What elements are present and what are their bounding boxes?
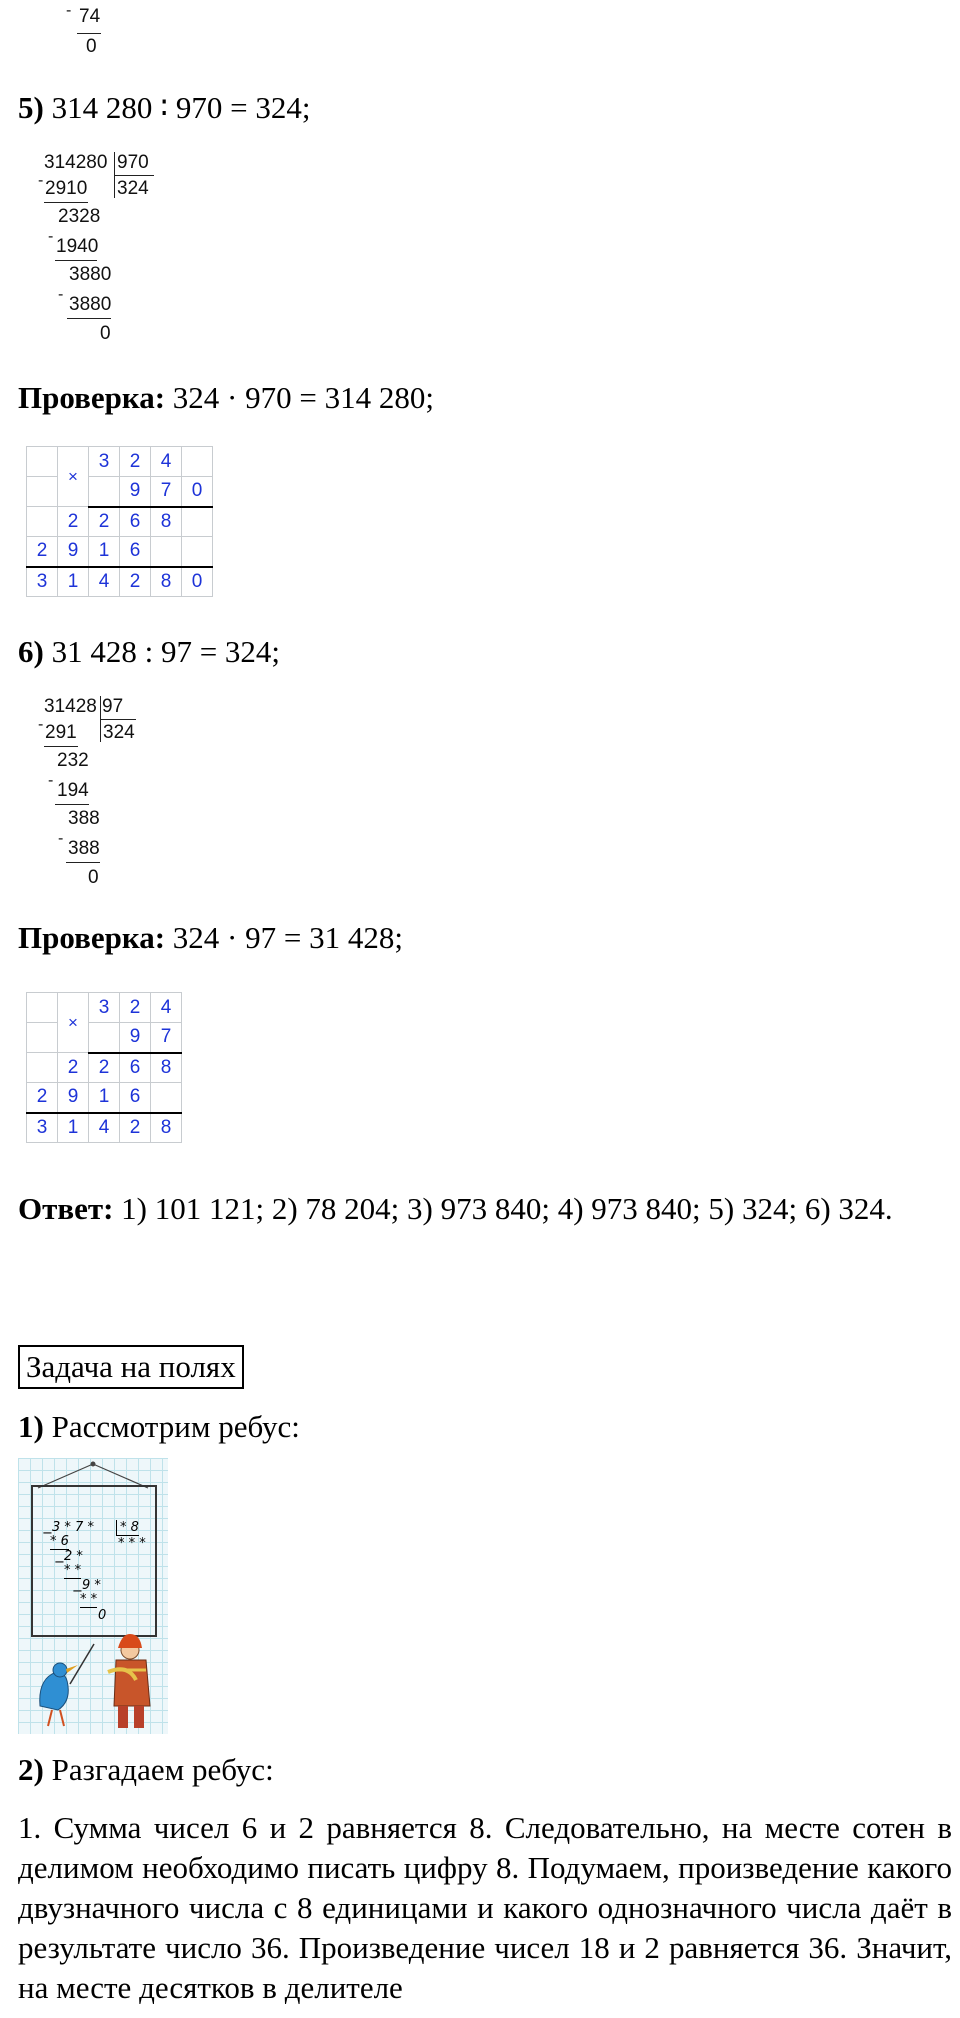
grid-cell: 0 bbox=[182, 567, 213, 597]
grid-cell: 6 bbox=[120, 1053, 151, 1083]
grid-cell: 3 bbox=[89, 993, 120, 1023]
rebus-row: * * bbox=[64, 1563, 82, 1578]
grid-cell: 4 bbox=[151, 993, 182, 1023]
grid-row bbox=[27, 993, 182, 1023]
grid-cell: 2 bbox=[120, 567, 151, 597]
check-5 bbox=[18, 380, 434, 416]
rebus-minus-1: − bbox=[42, 1526, 53, 1541]
grid-cell: 4 bbox=[89, 567, 120, 597]
multiplication-grid-5 bbox=[26, 446, 213, 597]
rebus-row: * * bbox=[80, 1592, 98, 1607]
bird-figure bbox=[40, 1644, 94, 1726]
exercise-5-heading bbox=[18, 90, 311, 126]
answer-label: Ответ: bbox=[18, 1191, 114, 1226]
multiply-sign: × bbox=[58, 993, 89, 1053]
step-text: Рассмотрим ребус: bbox=[51, 1409, 300, 1444]
exercise-label: 5) bbox=[18, 90, 44, 125]
division-step: 3880 bbox=[69, 294, 112, 315]
grid-cell: 8 bbox=[151, 567, 182, 597]
grid-cell: 2 bbox=[27, 1083, 58, 1113]
answer-paragraph bbox=[18, 1189, 952, 1229]
grid-cell: 2 bbox=[120, 1113, 151, 1143]
grid-cell bbox=[27, 477, 58, 507]
step-label: 2) bbox=[18, 1752, 44, 1787]
rebus-illustration bbox=[18, 1458, 168, 1734]
grid-row bbox=[27, 567, 213, 597]
grid-cell: 2 bbox=[120, 993, 151, 1023]
step-text: Разгадаем ребус: bbox=[51, 1752, 274, 1787]
grid-row bbox=[27, 447, 213, 477]
grid-row bbox=[27, 1053, 182, 1083]
grid-cell: 6 bbox=[120, 507, 151, 537]
grid-cell: 1 bbox=[89, 1083, 120, 1113]
division-step: 194 bbox=[57, 780, 89, 801]
top-division-fragment bbox=[0, 0, 120, 60]
grid-cell bbox=[27, 1053, 58, 1083]
grid-row bbox=[27, 507, 213, 537]
dividend: 314280 bbox=[44, 152, 108, 173]
rebus-row: 9 * bbox=[82, 1578, 101, 1593]
grid-cell bbox=[182, 447, 213, 477]
grid-cell: 0 bbox=[182, 477, 213, 507]
underline bbox=[77, 33, 101, 34]
division-step: 232 bbox=[57, 750, 89, 771]
rebus-row: 0 bbox=[98, 1608, 107, 1623]
grid-cell: 2 bbox=[58, 507, 89, 537]
multiplication-grid-6 bbox=[26, 992, 182, 1143]
grid-row bbox=[27, 1083, 182, 1113]
rebus-minus-3: − bbox=[72, 1584, 83, 1599]
grid-cell: 6 bbox=[120, 537, 151, 567]
quotient: 324 bbox=[117, 178, 149, 199]
grid-cell bbox=[27, 1023, 58, 1053]
grid-cell bbox=[89, 1023, 120, 1053]
grid-cell bbox=[27, 993, 58, 1023]
division-step: 3880 bbox=[69, 264, 112, 285]
grid-cell bbox=[27, 507, 58, 537]
grid-cell bbox=[27, 447, 58, 477]
division-remainder: 0 bbox=[86, 36, 97, 57]
exercise-expression: 31 428 : 97 = 324; bbox=[51, 634, 281, 669]
grid-cell: 2 bbox=[27, 537, 58, 567]
grid-cell: 9 bbox=[58, 1083, 89, 1113]
step-1 bbox=[18, 1409, 300, 1445]
exercise-6-heading bbox=[18, 634, 280, 670]
grid-cell bbox=[151, 1083, 182, 1113]
grid-cell: 8 bbox=[151, 507, 182, 537]
side-task-title: Задача на полях bbox=[18, 1345, 244, 1389]
divisor: 970 bbox=[117, 152, 149, 173]
division-step: 388 bbox=[68, 838, 100, 859]
divisor-underline bbox=[100, 719, 136, 720]
underline bbox=[44, 202, 88, 203]
minus-sign: - bbox=[66, 2, 72, 19]
check-expression: 324 · 97 = 31 428; bbox=[172, 920, 403, 955]
grid-cell: 9 bbox=[120, 1023, 151, 1053]
minus-sign: - bbox=[58, 286, 64, 303]
grid-cell bbox=[151, 537, 182, 567]
rebus-quotient: * * * bbox=[118, 1536, 146, 1551]
division-step: 1940 bbox=[56, 236, 99, 257]
grid-cell: 2 bbox=[120, 447, 151, 477]
grid-cell: 1 bbox=[58, 1113, 89, 1143]
long-division-5 bbox=[36, 150, 176, 355]
grid-cell: 4 bbox=[151, 447, 182, 477]
quotient: 324 bbox=[103, 722, 135, 743]
grid-cell: 2 bbox=[89, 507, 120, 537]
rebus-minus-2: − bbox=[54, 1555, 65, 1570]
grid-cell: 1 bbox=[89, 537, 120, 567]
grid-cell: 3 bbox=[27, 1113, 58, 1143]
grid-cell: 3 bbox=[89, 447, 120, 477]
grid-cell: 8 bbox=[151, 1053, 182, 1083]
division-remainder: 0 bbox=[100, 323, 111, 344]
division-step: 2328 bbox=[58, 206, 101, 227]
check-expression: 324 · 970 = 314 280; bbox=[172, 380, 434, 415]
check-6 bbox=[18, 920, 403, 956]
division-step: 291 bbox=[45, 722, 77, 743]
grid-row bbox=[27, 1023, 182, 1053]
underline bbox=[44, 746, 78, 747]
division-remainder: 0 bbox=[88, 867, 99, 888]
minus-sign: - bbox=[38, 716, 44, 733]
grid-row bbox=[27, 477, 213, 507]
rebus-dividend: 3 * 7 * bbox=[52, 1520, 94, 1535]
divisor-underline bbox=[114, 175, 154, 176]
rebus-row: * 6 bbox=[50, 1534, 69, 1549]
underline bbox=[55, 260, 97, 261]
minus-sign: - bbox=[58, 830, 64, 847]
exercise-label: 6) bbox=[18, 634, 44, 669]
grid-cell: 4 bbox=[89, 1113, 120, 1143]
grid-cell: 7 bbox=[151, 1023, 182, 1053]
dividend: 31428 bbox=[44, 696, 97, 717]
division-step: 74 bbox=[79, 6, 101, 27]
minus-sign: - bbox=[38, 172, 44, 189]
grid-cell: 9 bbox=[58, 537, 89, 567]
step-2 bbox=[18, 1752, 274, 1788]
grid-cell bbox=[182, 507, 213, 537]
grid-cell: 2 bbox=[58, 1053, 89, 1083]
division-step: 388 bbox=[68, 808, 100, 829]
grid-cell: 6 bbox=[120, 1083, 151, 1113]
division-step: 2910 bbox=[45, 178, 88, 199]
check-label: Проверка: bbox=[18, 380, 166, 415]
step-label: 1) bbox=[18, 1409, 44, 1444]
rebus-row: 2 * bbox=[64, 1549, 83, 1564]
exercise-expression: 314 280 ∶ 970 = 324; bbox=[51, 90, 311, 125]
grid-cell: 7 bbox=[151, 477, 182, 507]
grid-cell: 1 bbox=[58, 567, 89, 597]
minus-sign: - bbox=[48, 772, 54, 789]
grid-cell: 8 bbox=[151, 1113, 182, 1143]
grid-cell: 3 bbox=[27, 567, 58, 597]
grid-cell: 9 bbox=[120, 477, 151, 507]
answer-text: 1) 101 121; 2) 78 204; 3) 973 840; 4) 973 840; 5) 324; 6) 324. bbox=[121, 1191, 893, 1226]
grid-cell bbox=[182, 537, 213, 567]
multiply-sign: × bbox=[58, 447, 89, 507]
underline bbox=[66, 862, 100, 863]
grid-cell: 2 bbox=[89, 1053, 120, 1083]
divisor: 97 bbox=[102, 696, 124, 717]
long-division-6 bbox=[36, 694, 156, 899]
rebus-divisor: * 8 bbox=[116, 1520, 139, 1536]
check-label: Проверка: bbox=[18, 920, 166, 955]
underline bbox=[67, 318, 111, 319]
minus-sign: - bbox=[48, 228, 54, 245]
clown-figure bbox=[108, 1634, 150, 1728]
grid-row bbox=[27, 1113, 182, 1143]
explanation-paragraph: 1. Сумма чисел 6 и 2 равняется 8. Следовательно, на месте сотен в делимом необходимо писать цифру 8. Подумаем, произведение какого двузначного числа с 8 единицами и какого однозначного числа даёт в результате число 36. Произведение чисел 18 и 2 равняется 36. Значит, на месте десятков в делителе bbox=[18, 1810, 952, 2005]
underline bbox=[55, 804, 89, 805]
grid-cell bbox=[89, 477, 120, 507]
grid-row bbox=[27, 537, 213, 567]
